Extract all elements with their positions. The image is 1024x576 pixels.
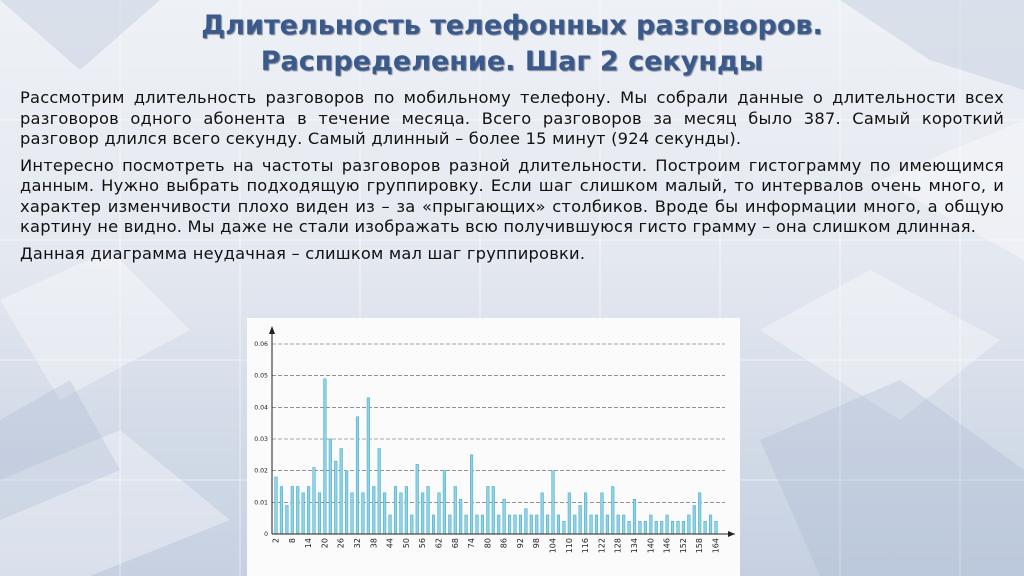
histogram-bar xyxy=(421,493,424,534)
histogram-bar xyxy=(715,521,718,534)
histogram-bar xyxy=(639,521,642,534)
histogram-bar xyxy=(541,493,544,534)
histogram-bar xyxy=(508,515,511,534)
slide-title xyxy=(0,8,1024,80)
x-tick-label: 2 xyxy=(271,538,281,544)
histogram-bar xyxy=(557,515,560,534)
histogram-bar xyxy=(590,515,593,534)
x-tick-label: 164 xyxy=(711,538,721,554)
x-tick-label: 92 xyxy=(515,538,525,549)
histogram-bar xyxy=(291,487,294,535)
y-tick-label: 0.02 xyxy=(254,467,268,475)
histogram-bar xyxy=(677,521,680,534)
histogram-bar xyxy=(628,521,631,534)
y-tick-label: 0.04 xyxy=(254,404,268,412)
x-tick-label: 140 xyxy=(646,538,656,554)
histogram-bar xyxy=(449,515,452,534)
x-tick-label: 74 xyxy=(467,538,477,549)
histogram-bar xyxy=(682,521,685,534)
x-tick-label: 122 xyxy=(597,538,607,554)
histogram-bar xyxy=(378,449,381,535)
histogram-bar xyxy=(307,487,310,535)
histogram-bar xyxy=(693,506,696,535)
x-tick-label: 38 xyxy=(369,538,379,549)
histogram-bar xyxy=(389,515,392,534)
histogram-bar xyxy=(318,493,321,534)
x-tick-label: 8 xyxy=(287,538,297,544)
paragraph-conclusion: Данная диаграмма неудачная – слишком мал шаг группировки. xyxy=(20,243,586,263)
histogram-bar xyxy=(400,493,403,534)
histogram-bar xyxy=(688,515,691,534)
histogram-bar xyxy=(459,499,462,534)
histogram-bar xyxy=(514,515,517,534)
histogram-bar xyxy=(595,515,598,534)
x-tick-label: 56 xyxy=(418,538,428,549)
histogram-bar xyxy=(530,515,533,534)
histogram-bar xyxy=(601,493,604,534)
x-tick-label: 44 xyxy=(385,538,395,549)
title-line-2: Распределение. Шаг 2 секунды xyxy=(260,46,764,77)
x-tick-label: 86 xyxy=(499,538,509,549)
histogram-bar xyxy=(334,461,337,534)
paragraph-histogram: Интересно посмотреть на частоты разговоров разной длительности. Построим гистограмму по имеющимся данным. Нужно выбрать подходящую группировку. Если шаг слишком малый, то интервалов очень много, и характер изменчивости плохо виден из – за «прыгающих» столбиков. Вроде бы информации много, а общую картину не видно. Мы даже не стали изображать всю получившуюся гисто грамму – она слишком длинная. xyxy=(20,155,1004,236)
histogram-bar xyxy=(356,417,359,534)
histogram-bar xyxy=(394,487,397,535)
x-tick-label: 80 xyxy=(483,538,493,549)
x-tick-label: 98 xyxy=(532,538,542,549)
histogram-bar xyxy=(579,506,582,535)
histogram-bar xyxy=(650,515,653,534)
histogram-bar xyxy=(443,471,446,534)
histogram-chart xyxy=(247,318,740,576)
histogram-bar xyxy=(405,487,408,535)
histogram-bar xyxy=(660,521,663,534)
histogram-bar xyxy=(411,515,414,534)
title-line-1: Длительность телефонных разговоров. xyxy=(201,10,823,41)
histogram-bar xyxy=(709,515,712,534)
x-tick-label: 32 xyxy=(352,538,362,549)
y-tick-label: 0.03 xyxy=(254,436,268,443)
histogram-bar xyxy=(470,455,473,534)
histogram-bar xyxy=(584,493,587,534)
histogram-bar xyxy=(492,487,495,535)
x-axis-arrow xyxy=(728,531,735,537)
axis-layer xyxy=(269,326,735,537)
histogram-bar xyxy=(525,509,528,534)
y-tick-label: 0.06 xyxy=(254,341,268,348)
histogram-bar xyxy=(503,499,506,534)
histogram-bar xyxy=(438,493,441,534)
histogram-bar xyxy=(568,493,571,534)
paragraph-intro: Рассмотрим длительность разговоров по мобильному телефону. Мы собрали данные о длительности всех разговоров одного абонента в течение месяца. Всего разговоров за месяц было 387. Самый короткий разговор длился всего секунду. Самый длинный – более 15 минут (924 секунды). xyxy=(20,88,1004,148)
histogram-bar xyxy=(535,515,538,534)
histogram-bar xyxy=(611,487,614,535)
histogram-bar xyxy=(329,439,332,534)
histogram-bar xyxy=(519,515,522,534)
histogram-bar xyxy=(427,487,430,535)
histogram-bar xyxy=(454,487,457,535)
x-tick-label: 110 xyxy=(564,538,574,554)
histogram-bar xyxy=(286,506,289,535)
histogram-bar xyxy=(698,493,701,534)
y-tick-label: 0 xyxy=(264,531,268,538)
histogram-bar xyxy=(345,471,348,534)
histogram-bar xyxy=(606,515,609,534)
histogram-bar xyxy=(296,487,299,535)
histogram-bar xyxy=(362,493,365,534)
histogram-bar xyxy=(351,493,354,534)
histogram-bar xyxy=(313,468,316,535)
histogram-bar xyxy=(563,521,566,534)
histogram-bar xyxy=(573,515,576,534)
histogram-svg xyxy=(247,318,740,576)
y-axis-arrow xyxy=(269,326,275,334)
histogram-bar xyxy=(481,515,484,534)
histogram-bar xyxy=(465,515,468,534)
histogram-bar xyxy=(487,487,490,535)
histogram-bar xyxy=(340,449,343,535)
x-tick-label: 134 xyxy=(630,538,640,554)
histogram-bar xyxy=(704,521,707,534)
x-tick-label: 152 xyxy=(678,538,688,554)
histogram-bar xyxy=(372,487,375,535)
histogram-bar xyxy=(633,499,636,534)
histogram-bar xyxy=(280,487,283,535)
x-tick-label: 116 xyxy=(581,538,591,554)
histogram-bar xyxy=(432,515,435,534)
histogram-bar xyxy=(302,493,305,534)
histogram-bar xyxy=(546,515,549,534)
x-tick-label: 158 xyxy=(695,538,705,554)
histogram-bar xyxy=(552,471,555,534)
histogram-bar xyxy=(324,379,327,534)
histogram-bar xyxy=(383,493,386,534)
slide-body xyxy=(20,88,1004,270)
histogram-bar xyxy=(655,521,658,534)
histogram-bar xyxy=(416,464,419,534)
histogram-bar xyxy=(671,521,674,534)
x-tick-label: 146 xyxy=(662,538,672,554)
x-tick-label: 104 xyxy=(548,538,558,554)
x-tick-label: 62 xyxy=(434,538,444,549)
y-tick-label: 0.01 xyxy=(254,499,268,507)
histogram-bar xyxy=(275,477,278,534)
histogram-bar xyxy=(497,515,500,534)
x-tick-label: 128 xyxy=(613,538,623,554)
histogram-bar xyxy=(622,515,625,534)
y-tick-label: 0.05 xyxy=(254,372,268,380)
x-tick-label: 14 xyxy=(304,538,314,549)
histogram-bar xyxy=(476,515,479,534)
histogram-bar xyxy=(367,398,370,534)
x-tick-label: 20 xyxy=(320,538,330,549)
x-tick-label: 26 xyxy=(336,538,346,549)
bar-layer xyxy=(275,379,718,534)
histogram-bar xyxy=(644,521,647,534)
histogram-bar xyxy=(617,515,620,534)
x-tick-label: 50 xyxy=(401,538,411,549)
histogram-bar xyxy=(666,515,669,534)
x-tick-label: 68 xyxy=(450,538,460,549)
